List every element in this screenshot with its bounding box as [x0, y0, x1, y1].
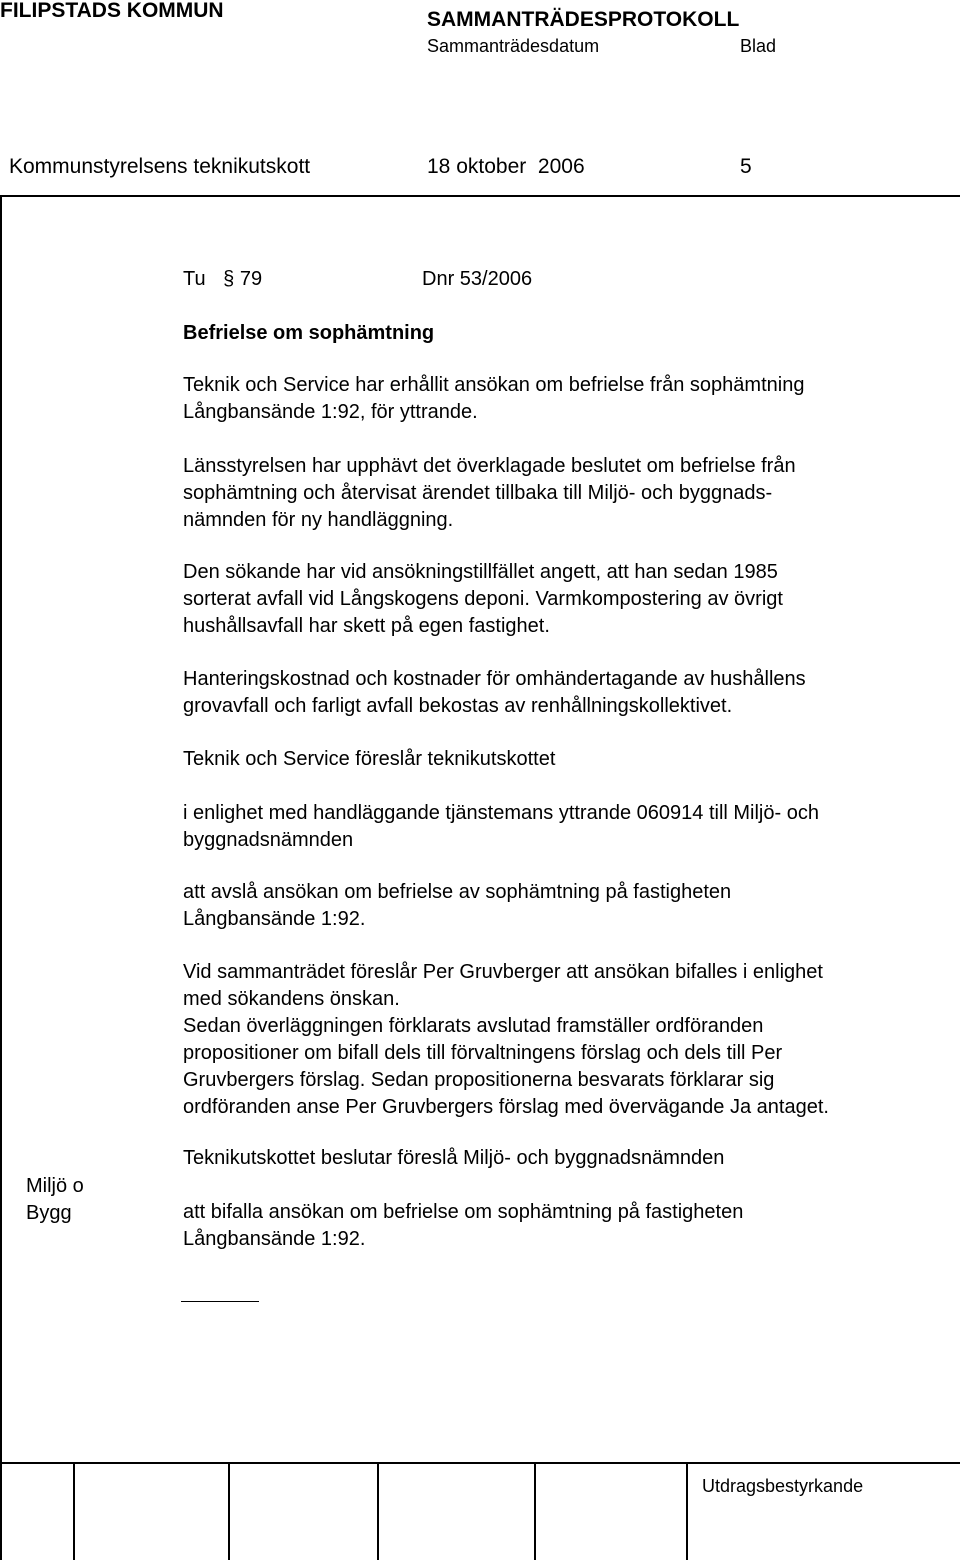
- paragraph-line: med sökandens önskan.: [183, 988, 400, 1010]
- signature-divider-4: [534, 1462, 536, 1560]
- paragraph-10: [183, 1199, 943, 1253]
- paragraph-line: att bifalla ansökan om befrielse om sophämtning på fastigheten: [183, 1201, 744, 1223]
- paragraph-5: [183, 746, 943, 773]
- frame-top-rule: [0, 195, 960, 197]
- paragraph-line: Den sökande har vid ansökningstillfället angett, att han sedan 1985: [183, 561, 778, 583]
- paragraph-line: Teknik och Service har erhållit ansökan om befrielse från sophämtning: [183, 374, 805, 396]
- paragraph-line: Teknik och Service föreslår teknikutskottet: [183, 748, 556, 770]
- paragraph-line: Teknikutskottet beslutar föreslå Miljö- och byggnadsnämnden: [183, 1147, 725, 1169]
- dnr: Dnr 53/2006: [422, 268, 533, 290]
- page-number: 5: [740, 155, 752, 178]
- paragraph-line: propositioner om bifall dels till förvaltningens förslag och dels till Per: [183, 1042, 783, 1064]
- frame-left-rule: [0, 195, 2, 1560]
- paragraph-line: Långbansände 1:92.: [183, 908, 366, 930]
- signature-divider-3: [377, 1462, 379, 1560]
- frame-bottom-rule: [0, 1462, 960, 1464]
- distribution-list: [26, 1173, 84, 1227]
- paragraph-line: Långbansände 1:92.: [183, 1228, 366, 1250]
- paragraph-ref: [183, 266, 262, 293]
- paragraph-number: 79: [239, 268, 263, 290]
- paragraph-line: sophämtning och återvisat ärendet tillbaka till Miljö- och byggnads-: [183, 482, 773, 504]
- paragraph-line: nämnden för ny handläggning.: [183, 509, 454, 531]
- page-label: Blad: [740, 36, 777, 56]
- signature-divider-2: [228, 1462, 230, 1560]
- meeting-date: 18 oktober 2006: [427, 155, 585, 178]
- paragraph-4: [183, 666, 943, 720]
- paragraph-line: hushållsavfall har skett på egen fastighet.: [183, 615, 550, 637]
- paragraph-line: Gruvbergers förslag. Sedan propositionerna besvarats förklarar sig: [183, 1069, 775, 1091]
- paragraph-line: sorterat avfall vid Långskogens deponi. Varmkompostering av övrigt: [183, 588, 783, 610]
- paragraph-2: [183, 453, 943, 534]
- paragraph-line: Långbansände 1:92, för yttrande.: [183, 401, 478, 423]
- org-name: FILIPSTADS KOMMUN: [0, 0, 224, 22]
- closing-rule: [181, 1301, 259, 1302]
- paragraph-line: grovavfall och farligt avfall bekostas av renhållningskollektivet.: [183, 695, 733, 717]
- paragraph-8: [183, 959, 943, 1121]
- document-title: SAMMANTRÄDESPROTOKOLL: [427, 8, 740, 31]
- case-heading: Befrielse om sophämtning: [183, 322, 435, 344]
- paragraph-line: i enlighet med handläggande tjänstemans yttrande 060914 till Miljö- och: [183, 802, 819, 824]
- paragraph-9: [183, 1145, 943, 1172]
- paragraph-line: Vid sammanträdet föreslår Per Gruvberger att ansökan bifalles i enlighet: [183, 961, 823, 983]
- paragraph-line: ordföranden anse Per Gruvbergers förslag med övervägande Ja antaget.: [183, 1096, 829, 1118]
- distribution-line: Miljö o: [26, 1175, 84, 1197]
- distribution-line: Bygg: [26, 1202, 72, 1224]
- paragraph-6: [183, 800, 943, 854]
- paragraph-3: [183, 559, 943, 640]
- meeting-body: Kommunstyrelsens teknikutskott: [9, 155, 311, 178]
- signature-divider-5: [686, 1462, 688, 1560]
- paragraph-1: [183, 372, 943, 426]
- meeting-date-label: Sammanträdesdatum: [427, 36, 600, 56]
- paragraph-line: Sedan överläggningen förklarats avslutad framställer ordföranden: [183, 1015, 764, 1037]
- paragraph-line: att avslå ansökan om befrielse av sophämtning på fastigheten: [183, 881, 732, 903]
- signature-divider-1: [73, 1462, 75, 1560]
- paragraph-prefix: Tu: [183, 268, 206, 290]
- paragraph-line: byggnadsnämnden: [183, 829, 354, 851]
- paragraph-symbol: §: [223, 268, 235, 290]
- paragraph-7: [183, 879, 943, 933]
- paragraph-line: Länsstyrelsen har upphävt det överklagade beslutet om befrielse från: [183, 455, 796, 477]
- paragraph-line: Hanteringskostnad och kostnader för omhändertagande av hushållens: [183, 668, 806, 690]
- certification-label: Utdragsbestyrkande: [702, 1476, 864, 1496]
